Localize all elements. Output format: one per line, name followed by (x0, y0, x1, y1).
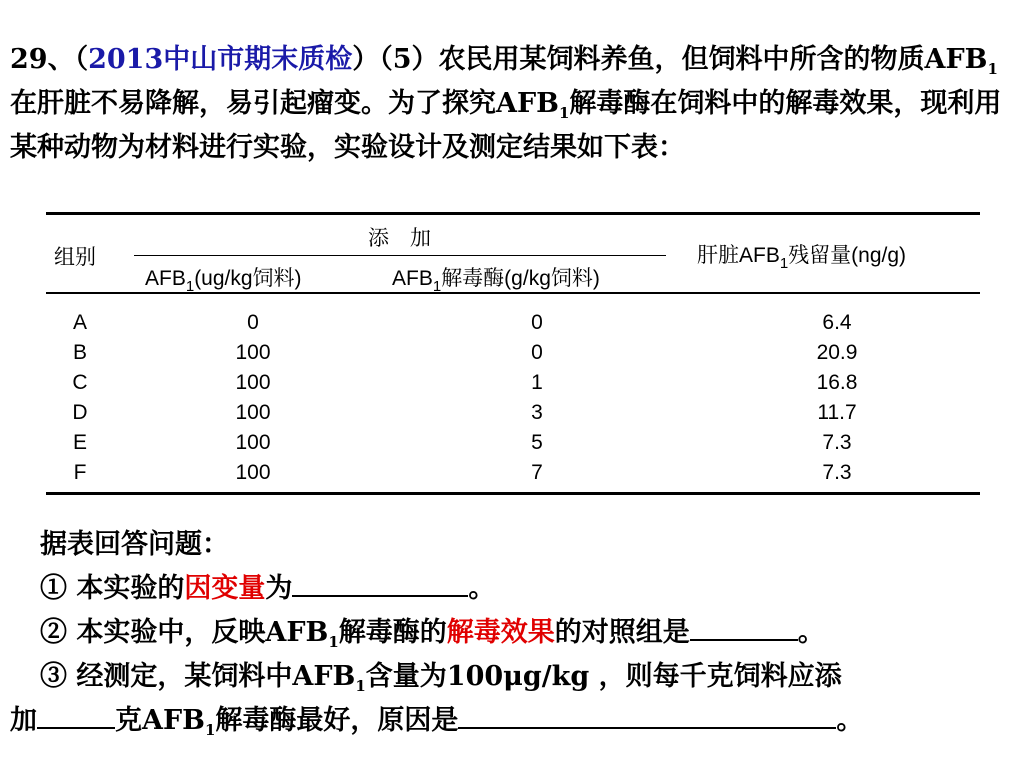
table-cell: 11.7 (817, 401, 857, 424)
table-top-rule (46, 212, 980, 215)
table-cell: C (72, 371, 88, 394)
table-cell: 7.3 (822, 461, 852, 484)
table-cell: 100 (235, 431, 271, 454)
add-header-rule (134, 255, 666, 256)
table-cell: 100 (235, 371, 271, 394)
subscript: 1 (558, 104, 570, 122)
answer-blank-2[interactable] (690, 613, 798, 641)
table-cell: F (73, 461, 87, 484)
results-table (46, 212, 980, 494)
answer-line-3: ③ 经测定，某饲料中$AFB_1$含量为100μg/kg ，则每千克饲料应添 (40, 661, 842, 695)
table-cell: 16.8 (816, 371, 858, 394)
table-cell: D (72, 401, 88, 424)
table-cell: 100 (235, 461, 271, 484)
question-source: 2013中山市期末质检 (88, 44, 353, 75)
question-text (10, 38, 1014, 170)
question-text-3: 解毒酶在饲料中的解毒效果，现利用某种动物为材料进行实验，实验设计及测定结果如下表： (10, 88, 1002, 163)
table-cell: A (72, 311, 87, 334)
afb1-column (193, 308, 313, 488)
table-cell: 5 (531, 431, 543, 454)
answer-line-4: 加 克$AFB_1$解毒酶最好，原因是 。 (10, 699, 1014, 743)
table-cell: 1 (531, 371, 543, 394)
highlight-dependent-variable: 因变量 (184, 573, 266, 604)
table-cell: 7.3 (822, 431, 852, 454)
table-cell: 0 (247, 311, 259, 334)
residue-column (777, 308, 897, 488)
table-cell: 6.4 (822, 311, 852, 334)
question-number: 29、（ (10, 44, 89, 75)
table-cell: B (72, 341, 87, 364)
answer-line-1: ① 本实验的因变量为 。 (10, 567, 1014, 611)
table-cell: 3 (531, 401, 543, 424)
enzyme-column (477, 308, 597, 488)
question-part: ）（5）农民用某饲料养鱼，但饲料中所含的物质AFB (352, 44, 988, 75)
answer-line-2: ② 本实验中，反映$AFB_1$解毒酶的解毒效果的对照组是 。 (10, 611, 1014, 655)
enzyme-header: $AFB_1$解毒酶(g/kg饲料) (392, 267, 600, 295)
answer-intro: 据表回答问题： (40, 529, 229, 560)
answer-blank-4[interactable] (458, 701, 836, 729)
answer-blank-1[interactable] (292, 569, 468, 597)
table-cell: E (72, 431, 87, 454)
group-column (20, 308, 140, 488)
highlight-detox-effect: 解毒效果 (446, 617, 555, 648)
table-cell: 0 (531, 311, 543, 334)
table-cell: 7 (531, 461, 543, 484)
question-text-2: 在肝脏不易降解，易引起瘤变。为了探究AFB (10, 88, 559, 119)
answer-section (10, 523, 1014, 743)
subscript: 1 (987, 60, 998, 78)
group-header: 组别 (54, 246, 96, 269)
afb1-header: $AFB_1(ug/kg$饲料) (145, 267, 302, 295)
add-header: 添 加 (368, 227, 431, 250)
answer-blank-3[interactable] (37, 701, 115, 729)
table-cell: 100 (235, 341, 271, 364)
table-cell: 0 (531, 341, 543, 364)
table-bottom-rule (46, 492, 980, 495)
residue-header: 肝脏$AFB_1$残留量(ng/g) (697, 244, 907, 272)
table-cell: 100 (235, 401, 271, 424)
table-cell: 20.9 (816, 341, 858, 364)
